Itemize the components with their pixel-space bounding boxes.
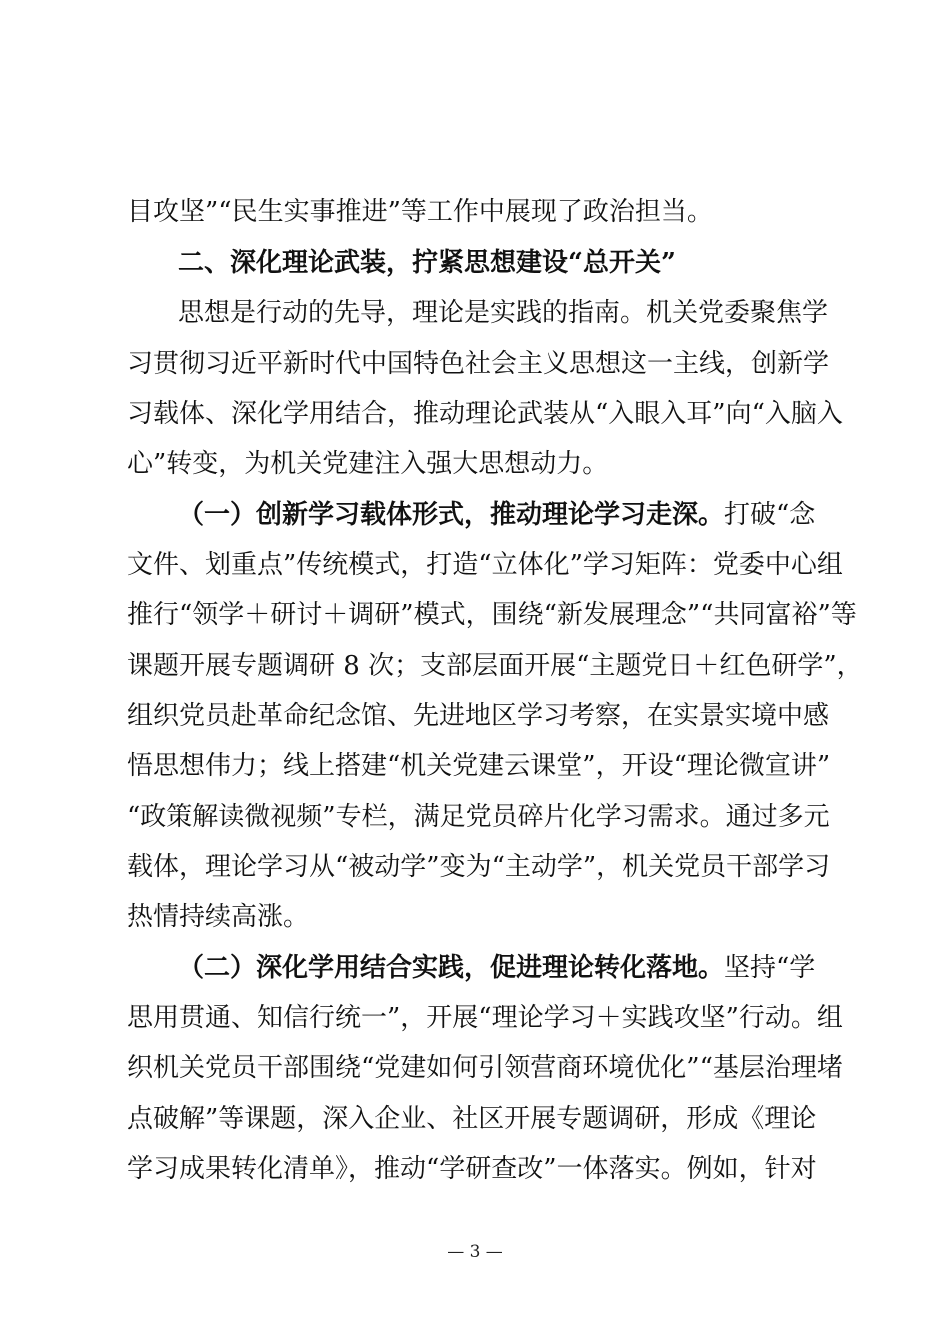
paragraph-line: 推行“领学＋研讨＋调研”模式，围绕“新发展理念”“共同富裕”等 [127,600,857,630]
paragraph-line: 点破解”等课题，深入企业、社区开展专题调研，形成《理论 [127,1104,817,1134]
paragraph-line: 思用贯通、知信行统一”，开展“理论学习＋实践攻坚”行动。组 [127,1003,843,1033]
paragraph-line: 悟思想伟力；线上搭建“机关党建云课堂”，开设“理论微宣讲” [127,751,831,781]
paragraph-line: 文件、划重点”传统模式，打造“立体化”学习矩阵：党委中心组 [127,550,843,580]
paragraph-line: 习载体、深化学用结合，推动理论武装从“入眼入耳”向“入脑入 [127,399,843,429]
paragraph-line: 学习成果转化清单》，推动“学研查改”一体落实。例如，针对 [127,1154,817,1184]
page-number: — 3 — [447,1242,503,1262]
subsection-1-first-line [178,495,898,535]
section-heading: 二、深化理论武装，拧紧思想建设“总开关” [178,248,676,278]
paragraph-line: 载体，理论学习从“被动学”变为“主动学”，机关党员干部学习 [127,852,831,882]
subsection-2-lead-text: 坚持“学 [724,953,816,983]
paragraph-line: 心”转变，为机关党建注入强大思想动力。 [127,449,609,479]
subsection-1-lead-text: 打破“念 [724,500,816,530]
paragraph-line: 习贯彻习近平新时代中国特色社会主义思想这一主线，创新学 [127,349,830,379]
paragraph-line: 思想是行动的先导，理论是实践的指南。机关党委聚焦学 [178,298,829,328]
subsection-1-heading: （一）创新学习载体形式，推动理论学习走深。 [178,500,725,530]
paragraph-line: 热情持续高涨。 [127,902,310,932]
subsection-2-first-line [178,948,898,988]
subsection-2-heading: （二）深化学用结合实践，促进理论转化落地。 [178,953,725,983]
paragraph-line: “政策解读微视频”专栏，满足党员碎片化学习需求。通过多元 [127,802,830,832]
paragraph-line: 组织党员赴革命纪念馆、先进地区学习考察，在实景实境中感 [127,701,830,731]
paragraph-line: 课题开展专题调研 8 次；支部层面开展“主题党日＋红色研学”， [127,651,863,681]
paragraph-line: 织机关党员干部围绕“党建如何引领营商环境优化”“基层治理堵 [127,1053,843,1083]
paragraph-line: 目攻坚”“民生实事推进”等工作中展现了政治担当。 [127,197,713,227]
